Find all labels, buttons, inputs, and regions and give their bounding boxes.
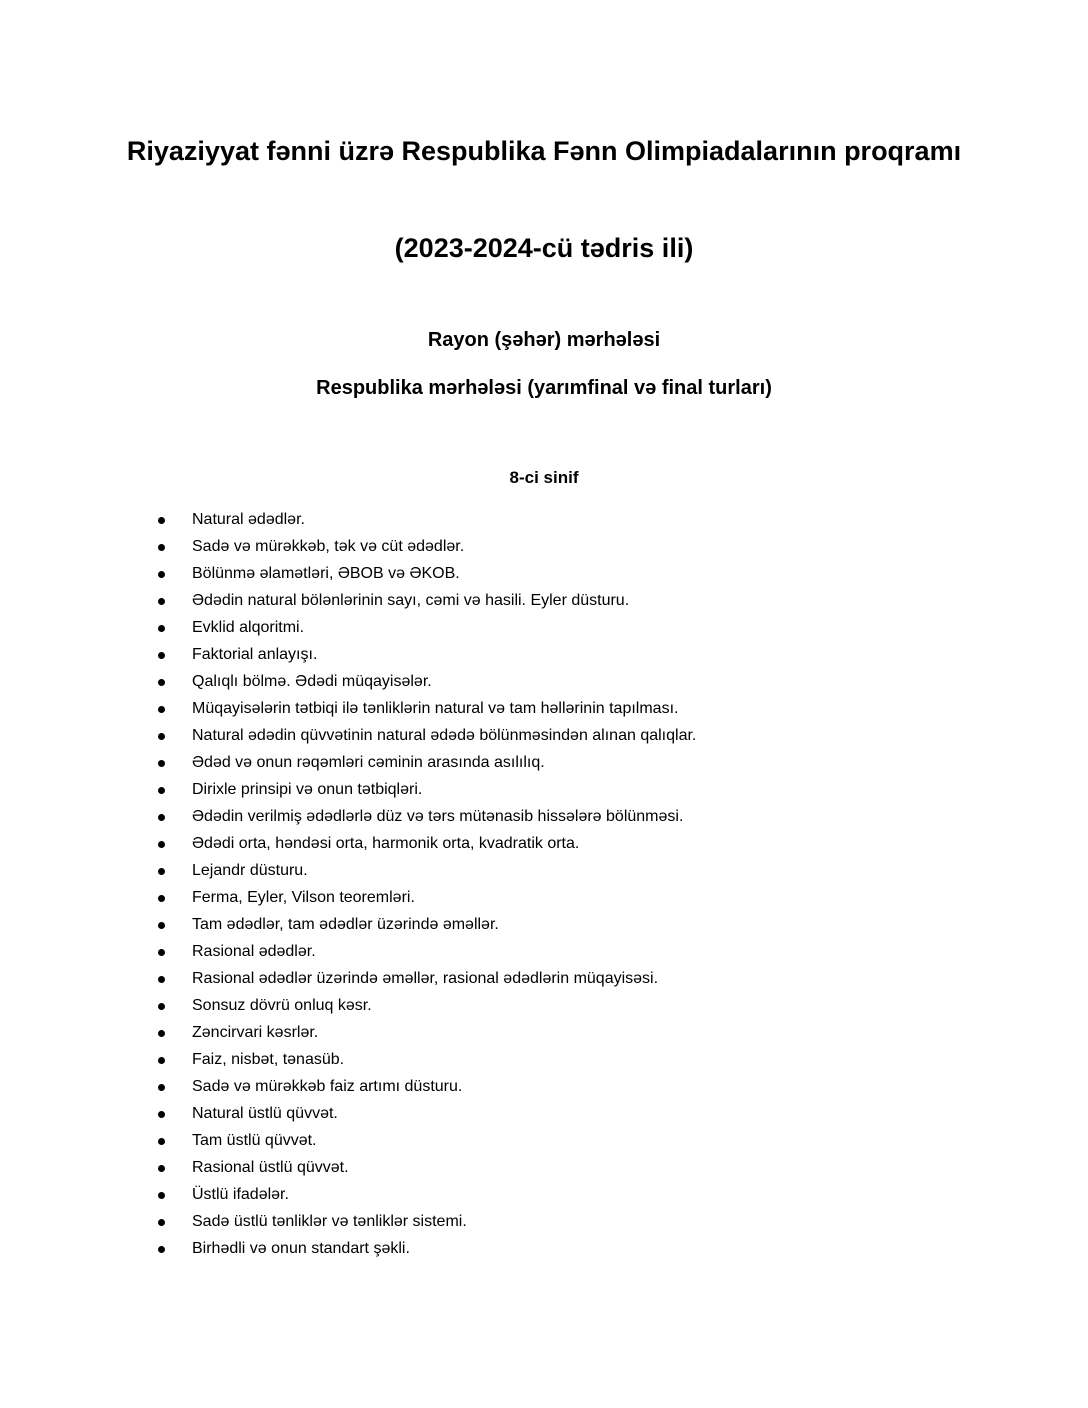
academic-year: (2023-2024-cü tədris ili) — [394, 233, 694, 263]
bullet-icon — [158, 1219, 165, 1226]
list-item — [156, 724, 976, 751]
bullet-icon — [158, 1192, 165, 1199]
list-item-text: Ədədi orta, həndəsi orta, harmonik orta, kvadratik orta. — [192, 835, 580, 852]
bullet-icon — [158, 733, 165, 740]
bullet-icon — [158, 1111, 165, 1118]
list-item-text: Qalıqlı bölmə. Ədədi müqayisələr. — [192, 673, 432, 690]
bullet-icon — [158, 814, 165, 821]
list-item-text: Zəncirvari kəsrlər. — [192, 1024, 319, 1041]
list-item — [156, 643, 976, 670]
list-item-text: Natural ədədin qüvvətinin natural ədədə bölünməsindən alınan qalıqlar. — [192, 727, 697, 744]
bullet-icon — [158, 760, 165, 767]
bullet-icon — [158, 544, 165, 551]
bullet-icon — [158, 706, 165, 713]
list-item-text: Sadə və mürəkkəb, tək və cüt ədədlər. — [192, 538, 465, 555]
list-item — [156, 940, 976, 967]
list-item — [156, 589, 976, 616]
list-item — [156, 967, 976, 994]
list-item-text: Sadə və mürəkkəb faiz artımı düsturu. — [192, 1078, 463, 1095]
list-item — [156, 508, 976, 535]
list-item-text: Rasional ədədlər. — [192, 943, 316, 960]
list-item-text: Birhədli və onun standart şəkli. — [192, 1240, 410, 1257]
bullet-icon — [158, 841, 165, 848]
bullet-icon — [158, 1030, 165, 1037]
bullet-icon — [158, 571, 165, 578]
list-item-text: Lejandr düsturu. — [192, 862, 308, 879]
bullet-icon — [158, 1165, 165, 1172]
bullet-icon — [158, 922, 165, 929]
grade-heading: 8-ci sinif — [509, 468, 579, 487]
bullet-icon — [158, 1003, 165, 1010]
list-item-text: Bölünmə əlamətləri, ƏBOB və ƏKOB. — [192, 565, 460, 582]
bullet-icon — [158, 976, 165, 983]
list-item — [156, 886, 976, 913]
bullet-icon — [158, 868, 165, 875]
bullet-icon — [158, 598, 165, 605]
bullet-icon — [158, 1246, 165, 1253]
bullet-icon — [158, 1138, 165, 1145]
list-item-text: Üstlü ifadələr. — [192, 1186, 289, 1203]
list-item-text: Tam üstlü qüvvət. — [192, 1132, 317, 1149]
list-item — [156, 1021, 976, 1048]
list-item-text: Rasional ədədlər üzərində əməllər, rasional ədədlərin müqayisəsi. — [192, 970, 659, 987]
list-item — [156, 1129, 976, 1156]
list-item-text: Natural ədədlər. — [192, 511, 305, 528]
document-title: Riyaziyyat fənni üzrə Respublika Fənn Olimpiadalarının proqramı — [126, 136, 962, 166]
bullet-icon — [158, 949, 165, 956]
bullet-icon — [158, 895, 165, 902]
list-item — [156, 697, 976, 724]
list-item-text: Sadə üstlü tənliklər və tənliklər sistemi. — [192, 1213, 467, 1230]
list-item-text: Ədəd və onun rəqəmləri cəminin arasında asılılıq. — [192, 754, 545, 771]
list-item — [156, 1048, 976, 1075]
bullet-icon — [158, 1057, 165, 1064]
list-item — [156, 1156, 976, 1183]
bullet-icon — [158, 679, 165, 686]
list-item-text: Ədədin natural bölənlərinin sayı, cəmi və hasili. Eyler düsturu. — [192, 592, 630, 609]
bullet-icon — [158, 787, 165, 794]
list-item — [156, 994, 976, 1021]
list-item — [156, 751, 976, 778]
list-item-text: Sonsuz dövrü onluq kəsr. — [192, 997, 372, 1014]
list-item — [156, 1102, 976, 1129]
list-item — [156, 535, 976, 562]
list-item — [156, 859, 976, 886]
list-item-text: Natural üstlü qüvvət. — [192, 1105, 338, 1122]
list-item-text: Ədədin verilmiş ədədlərlə düz və tərs mütənasib hissələrə bölünməsi. — [192, 808, 684, 825]
topic-list — [156, 508, 976, 1264]
bullet-icon — [158, 1084, 165, 1091]
list-item — [156, 913, 976, 940]
list-item — [156, 805, 976, 832]
list-item-text: Rasional üstlü qüvvət. — [192, 1159, 349, 1176]
list-item-text: Faiz, nisbət, tənasüb. — [192, 1051, 345, 1068]
list-item — [156, 1075, 976, 1102]
list-item — [156, 778, 976, 805]
list-item-text: Dirixle prinsipi və onun tətbiqləri. — [192, 781, 423, 798]
list-item-text: Ferma, Eyler, Vilson teoremləri. — [192, 889, 415, 906]
list-item — [156, 1183, 976, 1210]
bullet-icon — [158, 625, 165, 632]
list-item — [156, 616, 976, 643]
bullet-icon — [158, 652, 165, 659]
list-item-text: Tam ədədlər, tam ədədlər üzərində əməllər. — [192, 916, 499, 933]
list-item — [156, 1210, 976, 1237]
bullet-icon — [158, 517, 165, 524]
list-item-text: Evklid alqoritmi. — [192, 619, 305, 636]
list-item — [156, 832, 976, 859]
list-item — [156, 1237, 976, 1264]
list-item — [156, 562, 976, 589]
list-item-text: Müqayisələrin tətbiqi ilə tənliklərin natural və tam həllərinin tapılması. — [192, 700, 679, 717]
stage-district-heading: Rayon (şəhər) mərhələsi — [427, 329, 661, 351]
list-item-text: Faktorial anlayışı. — [192, 646, 318, 663]
stage-republic-heading: Respublika mərhələsi (yarımfinal və final turları) — [316, 377, 772, 399]
list-item — [156, 670, 976, 697]
